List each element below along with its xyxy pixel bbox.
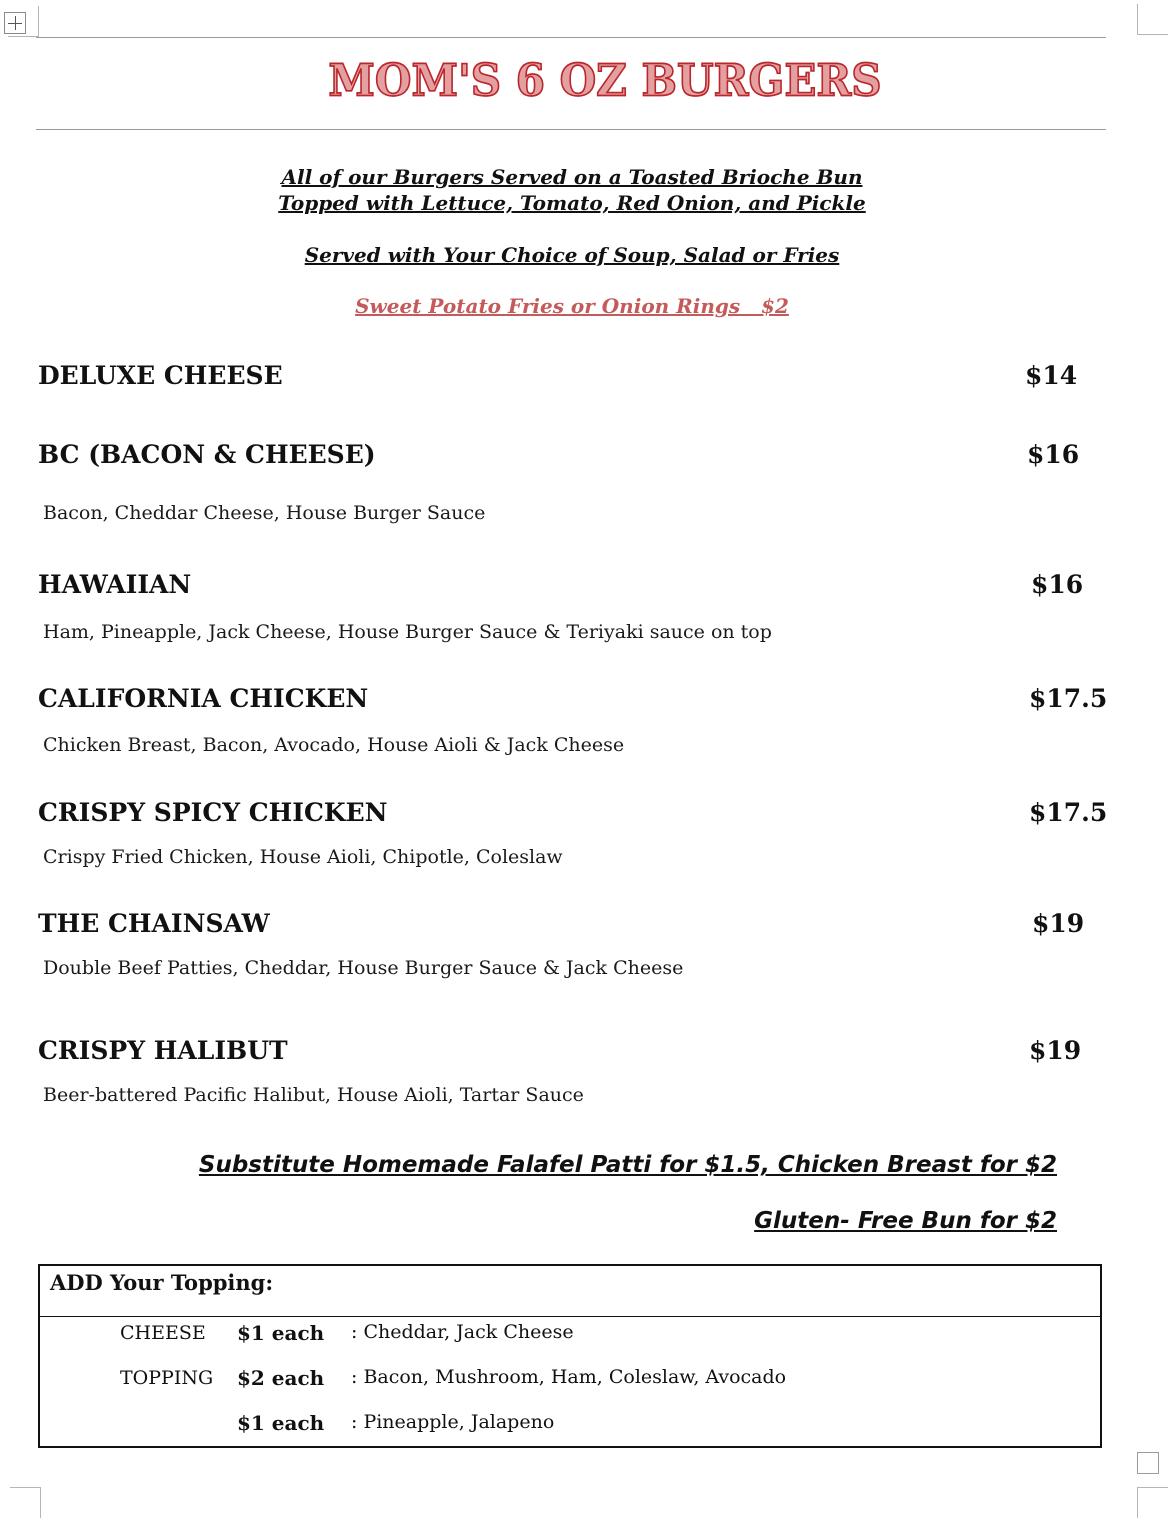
- intro-line-bun: All of our Burgers Served on a Toasted Brioche Bun: [281, 165, 863, 189]
- item-name-crispy-spicy-chicken: CRISPY SPICY CHICKEN: [38, 798, 388, 827]
- intro-line-toppings: Topped with Lettuce, Tomato, Red Onion, and Pickle: [278, 191, 866, 215]
- title-rule: [36, 129, 1106, 130]
- topping-divider: [40, 1316, 1100, 1317]
- page-corner-top-right: [1137, 4, 1168, 35]
- item-desc-crispy-spicy-chicken: Crispy Fried Chicken, House Aioli, Chipotle, Coleslaw: [43, 846, 563, 868]
- table-resize-handle-icon[interactable]: [1137, 1452, 1159, 1474]
- page-corner-bottom-right: [1137, 1487, 1168, 1518]
- item-name-california-chicken: CALIFORNIA CHICKEN: [38, 684, 369, 713]
- item-price-bc: $16: [1027, 440, 1080, 469]
- item-desc-crispy-halibut: Beer-battered Pacific Halibut, House Aioli, Tartar Sauce: [43, 1084, 584, 1106]
- item-name-hawaiian: HAWAIIAN: [38, 570, 192, 599]
- item-desc-the-chainsaw: Double Beef Patties, Cheddar, House Burger Sauce & Jack Cheese: [43, 957, 684, 979]
- topping-category-topping: TOPPING: [120, 1367, 214, 1389]
- item-name-crispy-halibut: CRISPY HALIBUT: [38, 1036, 288, 1065]
- item-name-bc: BC (BACON & CHEESE): [38, 440, 376, 469]
- gluten-free-note: Gluten- Free Bun for $2: [754, 1208, 1057, 1234]
- topping-options-extra: : Pineapple, Jalapeno: [351, 1411, 555, 1433]
- topping-price-cheese: $1 each: [237, 1321, 325, 1345]
- item-name-deluxe-cheese: DELUXE CHEESE: [38, 361, 283, 390]
- item-price-crispy-spicy-chicken: $17.5: [1029, 798, 1108, 827]
- item-price-crispy-halibut: $19: [1029, 1036, 1082, 1065]
- intro-line-upgrade: Sweet Potato Fries or Onion Rings $2: [355, 294, 789, 318]
- topping-header: ADD Your Topping:: [50, 1270, 274, 1295]
- topping-price-topping: $2 each: [237, 1366, 325, 1390]
- topping-options-topping: : Bacon, Mushroom, Ham, Coleslaw, Avocado: [351, 1366, 787, 1388]
- substitution-note: Substitute Homemade Falafel Patti for $1.5, Chicken Breast for $2: [198, 1152, 1057, 1178]
- intro-line-sides: Served with Your Choice of Soup, Salad or Fries: [304, 243, 840, 267]
- header-rule: [36, 37, 1106, 38]
- topping-price-extra: $1 each: [237, 1411, 325, 1435]
- item-name-the-chainsaw: THE CHAINSAW: [38, 909, 270, 938]
- item-desc-hawaiian: Ham, Pineapple, Jack Cheese, House Burger Sauce & Teriyaki sauce on top: [43, 621, 772, 643]
- topping-options-cheese: : Cheddar, Jack Cheese: [351, 1321, 574, 1343]
- item-desc-california-chicken: Chicken Breast, Bacon, Avocado, House Aioli & Jack Cheese: [43, 734, 625, 756]
- item-price-deluxe-cheese: $14: [1025, 361, 1078, 390]
- item-price-hawaiian: $16: [1031, 570, 1084, 599]
- topping-category-cheese: CHEESE: [120, 1322, 206, 1344]
- item-price-california-chicken: $17.5: [1029, 684, 1108, 713]
- item-desc-bc: Bacon, Cheddar Cheese, House Burger Sauce: [43, 502, 486, 524]
- page-corner-top-left: [8, 6, 39, 37]
- page-corner-bottom-left: [10, 1487, 41, 1518]
- topping-table: [38, 1264, 1102, 1448]
- menu-title: MOM'S 6 OZ BURGERS: [328, 54, 882, 107]
- item-price-the-chainsaw: $19: [1032, 909, 1085, 938]
